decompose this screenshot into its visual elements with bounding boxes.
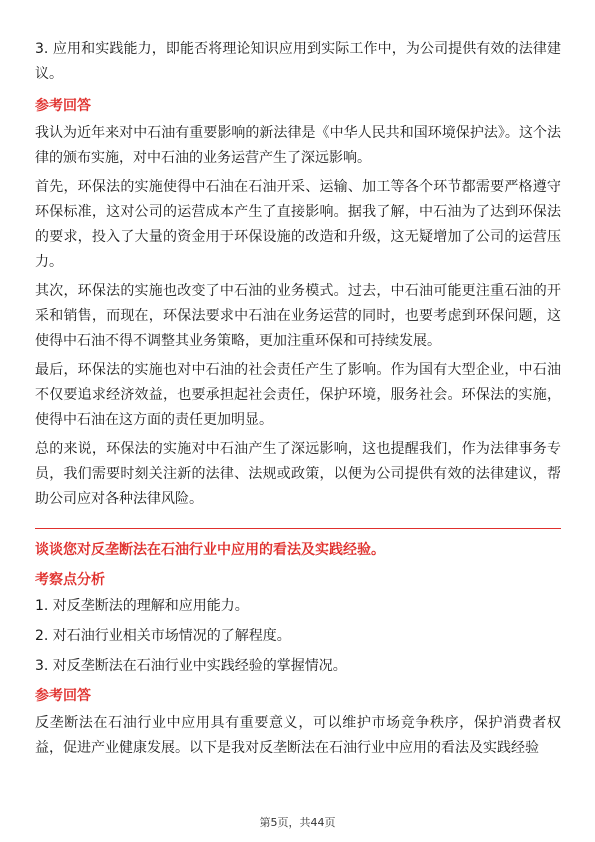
- analysis-item: 3. 对反垄断法在石油行业中实践经验的掌握情况。: [35, 658, 347, 674]
- answer-paragraph: 反垄断法在石油行业中应用具有重要意义，可以维护市场竞争秩序，保护消费者权益，促进产业健康发展。以下是我对反垄断法在石油行业中应用的看法及实践经验: [35, 715, 561, 756]
- answer-paragraph: 其次，环保法的实施也改变了中石油的业务模式。过去，中石油可能更注重石油的开采和销售，而现在，环保法要求中石油在业务运营的同时，也要考虑到环保问题，这使得中石油不得不调整其业务策略，更加注重环保和可持续发展。: [35, 283, 561, 349]
- answer-paragraph: 最后，环保法的实施也对中石油的社会责任产生了影响。作为国有大型企业，中石油不仅要追求经济效益，也要承担起社会责任，保护环境，服务社会。环保法的实施，使得中石油在这方面的责任更加明显。: [35, 362, 561, 428]
- answer-heading-1: 参考回答: [35, 98, 91, 114]
- section-divider: [35, 528, 561, 529]
- interview-question: 谈谈您对反垄断法在石油行业中应用的看法及实践经验。: [35, 542, 385, 558]
- answer-paragraph: 总的来说，环保法的实施对中石油产生了深远影响，这也提醒我们，作为法律事务专员，我们需要时刻关注新的法律、法规或政策，以便为公司提供有效的法律建议，帮助公司应对各种法律风险。: [35, 441, 561, 507]
- answer-paragraph: 我认为近年来对中石油有重要影响的新法律是《中华人民共和国环境保护法》。这个法律的颁布实施，对中石油的业务运营产生了深远影响。: [35, 125, 561, 166]
- intro-list-item: 3. 应用和实践能力，即能否将理论知识应用到实际工作中，为公司提供有效的法律建议。: [35, 41, 561, 82]
- answer-heading-2: 参考回答: [35, 688, 91, 704]
- page-number: 第5页，共44页: [259, 816, 336, 829]
- analysis-item: 2. 对石油行业相关市场情况的了解程度。: [35, 628, 291, 644]
- page-content: [35, 37, 561, 765]
- analysis-heading: 考察点分析: [35, 572, 105, 588]
- answer-paragraph: 首先，环保法的实施使得中石油在石油开采、运输、加工等各个环节都需要严格遵守环保标准，这对公司的运营成本产生了直接影响。据我了解，中石油为了达到环保法的要求，投入了大量的资金用于环保设施的改造和升级，这无疑增加了公司的运营压力。: [35, 179, 561, 270]
- analysis-item: 1. 对反垄断法的理解和应用能力。: [35, 598, 249, 614]
